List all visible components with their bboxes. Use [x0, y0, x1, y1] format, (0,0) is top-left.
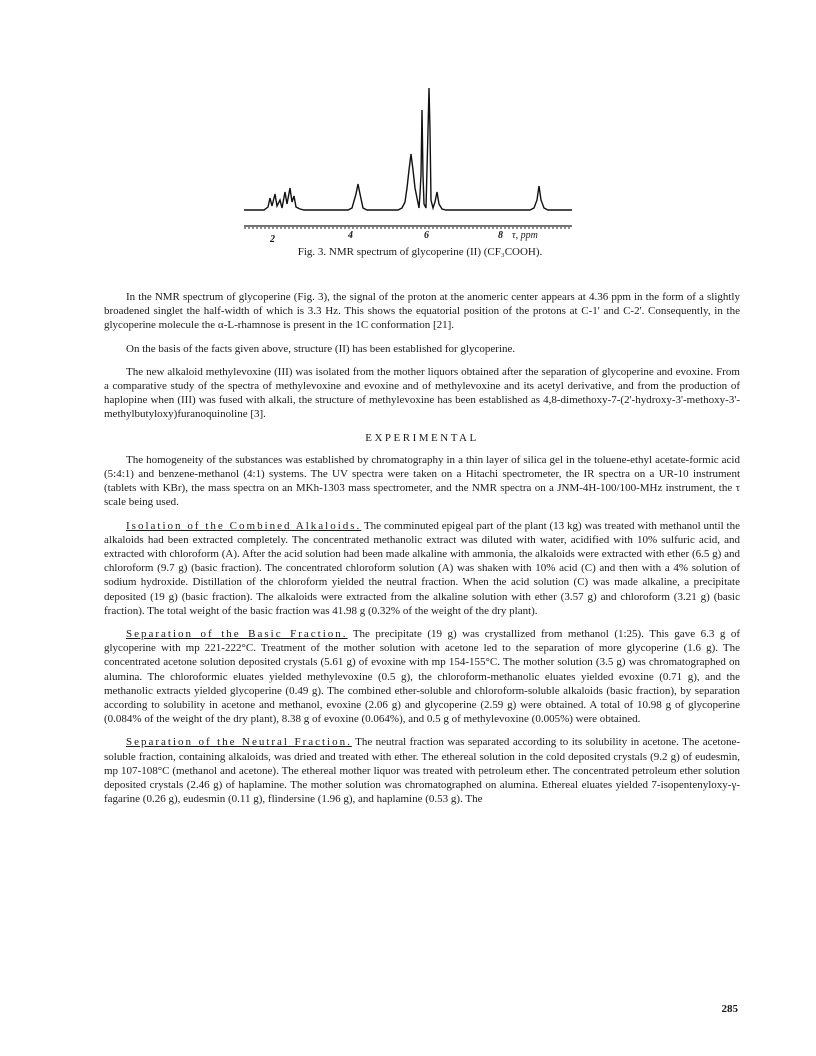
- paragraph-structure: On the basis of the facts given above, structure (II) has been established for glycoperine.: [126, 342, 516, 355]
- nmr-figure: [230, 70, 610, 260]
- axis-tick-2: 2: [270, 234, 275, 245]
- axis-tick-8: 8: [498, 230, 503, 241]
- spectrum-trace: [244, 88, 572, 210]
- section-basic-fraction-title: Separation of the Basic Fraction.: [126, 628, 348, 641]
- paragraph-nmr: In the NMR spectrum of glycoperine (Fig. 3), the signal of the proton at the anomeric center appears at 4.36 ppm in the form of a slightly broadened singlet the half-width of which is 3.3 Hz. This shows the equatorial position of the protons at C-1' and C-2'. Consequently, in the glycoperine molecule the α-L-rhamnose is present in the 1C conformation [21].: [104, 291, 740, 332]
- section-neutral-fraction-text: The neutral fraction was separated according to its solubility in acetone. The acetone-soluble fraction, containing alkaloids, was dried and treated with ether. The ethereal solution in the cold deposited crystals (9.2 g) of eudesmin, mp 107-108°C (methanol and acetone). The ethereal mother liquor was treated with petroleum ether. The concentrated petroleum ether solution deposited crystals (2.46 g) of haplamine. The mother solution was chromatographed on alumina. Ethereal eluates yielded 7-isopentenyloxy-γ-fagarine (0.26 g), eudesmin (0.11 g), flindersine (1.96 g), and haplamine (0.53 g). The: [104, 736, 740, 806]
- figure-caption: Fig. 3. NMR spectrum of glycoperine (II) (CF₃COOH).: [297, 246, 543, 258]
- nmr-spectrum-plot: [230, 70, 610, 240]
- section-isolation: [104, 519, 740, 618]
- page-number: 285: [721, 1003, 738, 1015]
- experimental-intro: The homogeneity of the substances was established by chromatography in a thin layer of silica gel in the toluene-ethyl acetate-formic acid (5:4:1) and benzene-methanol (4:1) systems. The UV spectra were taken on a Hitachi spectrometer, the IR spectra on a UR-10 instrument (tablets with KBr), the mass spectra on an MKh-1303 mass spectrometer, and the NMR spectra on a JNM-4H-100/100-MHz instrument, the τ scale being used.: [104, 453, 740, 509]
- section-basic-fraction: [104, 627, 740, 726]
- paragraph-methylevoxine: The new alkaloid methylevoxine (III) was isolated from the mother liquors obtained after the separation of glycoperine and evoxine. From a comparative study of the spectra of methylevoxine and evoxine and of methylevoxine and its acetyl derivative, and from the production of haplopine when (III) was fused with alkali, the structure of methylevoxine has been established as 4,8-dimethoxy-7-(2'-hydroxy-3'-methoxy-3'-methylbutyloxy)furanoquinoline [3].: [104, 365, 740, 421]
- section-isolation-text: The comminuted epigeal part of the plant (13 kg) was treated with methanol until the alkaloids had been extracted completely. The concentrated methanolic extract was diluted with water, acidified with 10% sulfuric acid, and extracted with chloroform (A). After the acid solution had been made alkaline with ammonia, the alkaloids were extracted with ether (6.5 g) and chloroform (9.7 g) (basic fraction). The concentrated chloroform solution (A) was shaken with 10% acid (C) and then with a 4% solution of sodium hydroxide. Distillation of the chloroform yielded the neutral fraction. When the acid solution (C) was made alkaline, a precipitate deposited (19 g) (basic fraction). The alkaloids were extracted from the alkaline solution with ether (3.57 g) and chloroform (3.21 g) (basic fraction). The total weight of the basic fraction was 41.98 g (0.32% of the weight of the dry plant).: [104, 519, 740, 617]
- section-neutral-fraction: [104, 735, 740, 806]
- axis-unit-label: τ, ppm: [512, 230, 538, 241]
- section-isolation-title: Isolation of the Combined Alkaloids.: [126, 519, 362, 532]
- section-neutral-fraction-title: Separation of the Neutral Fraction.: [126, 736, 352, 749]
- article-body: [104, 290, 740, 816]
- experimental-heading: EXPERIMENTAL: [365, 431, 479, 444]
- axis-tick-4: 4: [348, 230, 353, 241]
- section-basic-fraction-text: The precipitate (19 g) was crystallized from methanol (1:25). This gave 6.3 g of glycoperine with mp 221-222°C. Treatment of the mother solution with acetone led to the separation of more glycoperine (1.6 g). The concentrated acetone solution deposited crystals (5.61 g) of evoxine with mp 154-155°C. The mother solution (3.5 g) was chromatographed on alumina. The chloroformic eluates yielded methylevoxine (0.5 g), the chloroform-methanolic eluates yielded evoxine (0.71 g), and the methanolic extracts yielded glycoperine (0.49 g). The combined ether-soluble and chloroform-soluble alkaloids (basic fraction), by separation according to solubility in acetone and methanol, evoxine (2.06 g) and glycoperine (2.59 g) were obtained. A total of 10.98 g of glycoperine (0.084% of the weight of the dry plant), 8.38 g of evoxine (0.064%), and 0.5 g of methylevoxine (0.005%) were obtained.: [104, 628, 740, 726]
- axis-tick-6: 6: [424, 230, 429, 241]
